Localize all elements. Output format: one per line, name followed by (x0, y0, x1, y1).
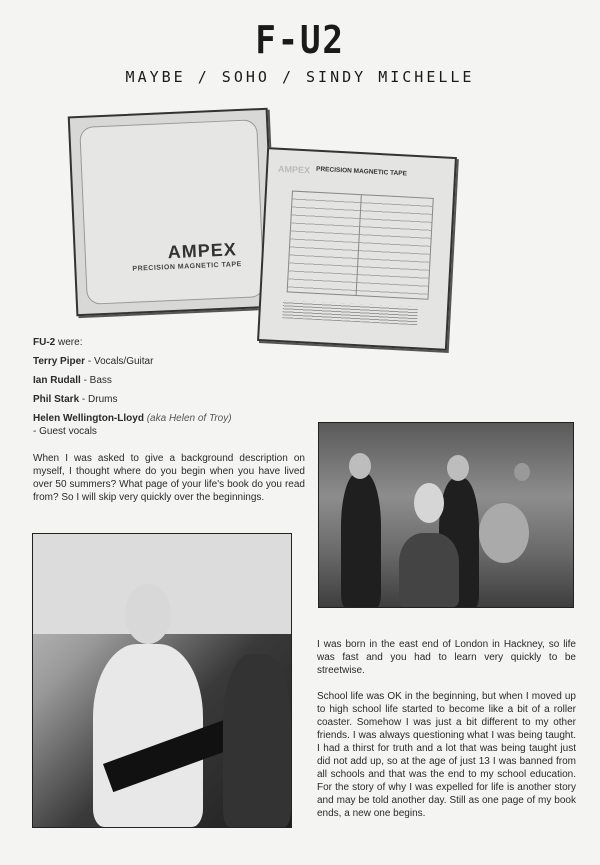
band-performance-photo (318, 422, 574, 608)
member-row (33, 393, 308, 406)
member-row (33, 374, 308, 387)
school-paragraph: School life was OK in the beginning, but when I moved up to high school life started to become like a bit of a roller coaster. Somehow I was just a bit different to my other friends. I was always questioning what I was being taught. I had a thirst for truth and a lot that was being taught just did not add up, so at the age of just 13 I was banned from all schools and that was the end to my school education. For the story of why I was expelled for life is another story and may be told another day. Still as one page of my book ends, a new one begins. (317, 691, 576, 819)
tape-box-brand: AMPEX (167, 239, 238, 263)
intro-paragraph: When I was asked to give a background description on myself, I thought where do you begin when you have lived over 50 summers? What page of your life's book do you read from? So I will skip very quickly over the beginnings. (33, 453, 305, 503)
page-title: F-U2 (255, 18, 345, 62)
member-aka: (aka Helen of Troy) (146, 413, 232, 424)
member-row (33, 412, 308, 425)
ampex-track-sheet-image (257, 147, 457, 351)
page-subtitle: MAYBE / SOHO / SINDY MICHELLE (125, 68, 475, 86)
lineup-intro (33, 336, 308, 349)
track-sheet-brand: AMPEX (277, 163, 311, 176)
ampex-tape-box-image (68, 108, 277, 317)
member-name: Ian Rudall (33, 375, 81, 386)
band-lineup (33, 336, 308, 444)
member-role: - Vocals/Guitar (85, 356, 154, 367)
member-row (33, 355, 308, 368)
member-role: - Drums (79, 394, 118, 405)
band-name: FU-2 (33, 337, 56, 348)
member-role: - Bass (80, 375, 112, 386)
track-sheet-ruled-form (287, 191, 434, 300)
member-name: Helen Wellington-Lloyd (33, 413, 144, 424)
tape-box-tagline: PRECISION MAGNETIC TAPE (132, 261, 242, 273)
lineup-intro-text: were: (55, 337, 83, 348)
member-role: - Guest vocals (33, 426, 97, 437)
live-concert-photo (32, 533, 292, 828)
birth-paragraph: I was born in the east end of London in Hackney, so life was fast and you had to learn very quickly to be streetwise. (317, 639, 576, 676)
member-name: Phil Stark (33, 394, 80, 405)
member-name: Terry Piper (33, 356, 86, 367)
track-sheet-fine-print (282, 300, 418, 325)
tape-box-panel (79, 119, 265, 305)
track-sheet-tagline: PRECISION MAGNETIC TAPE (315, 165, 408, 178)
